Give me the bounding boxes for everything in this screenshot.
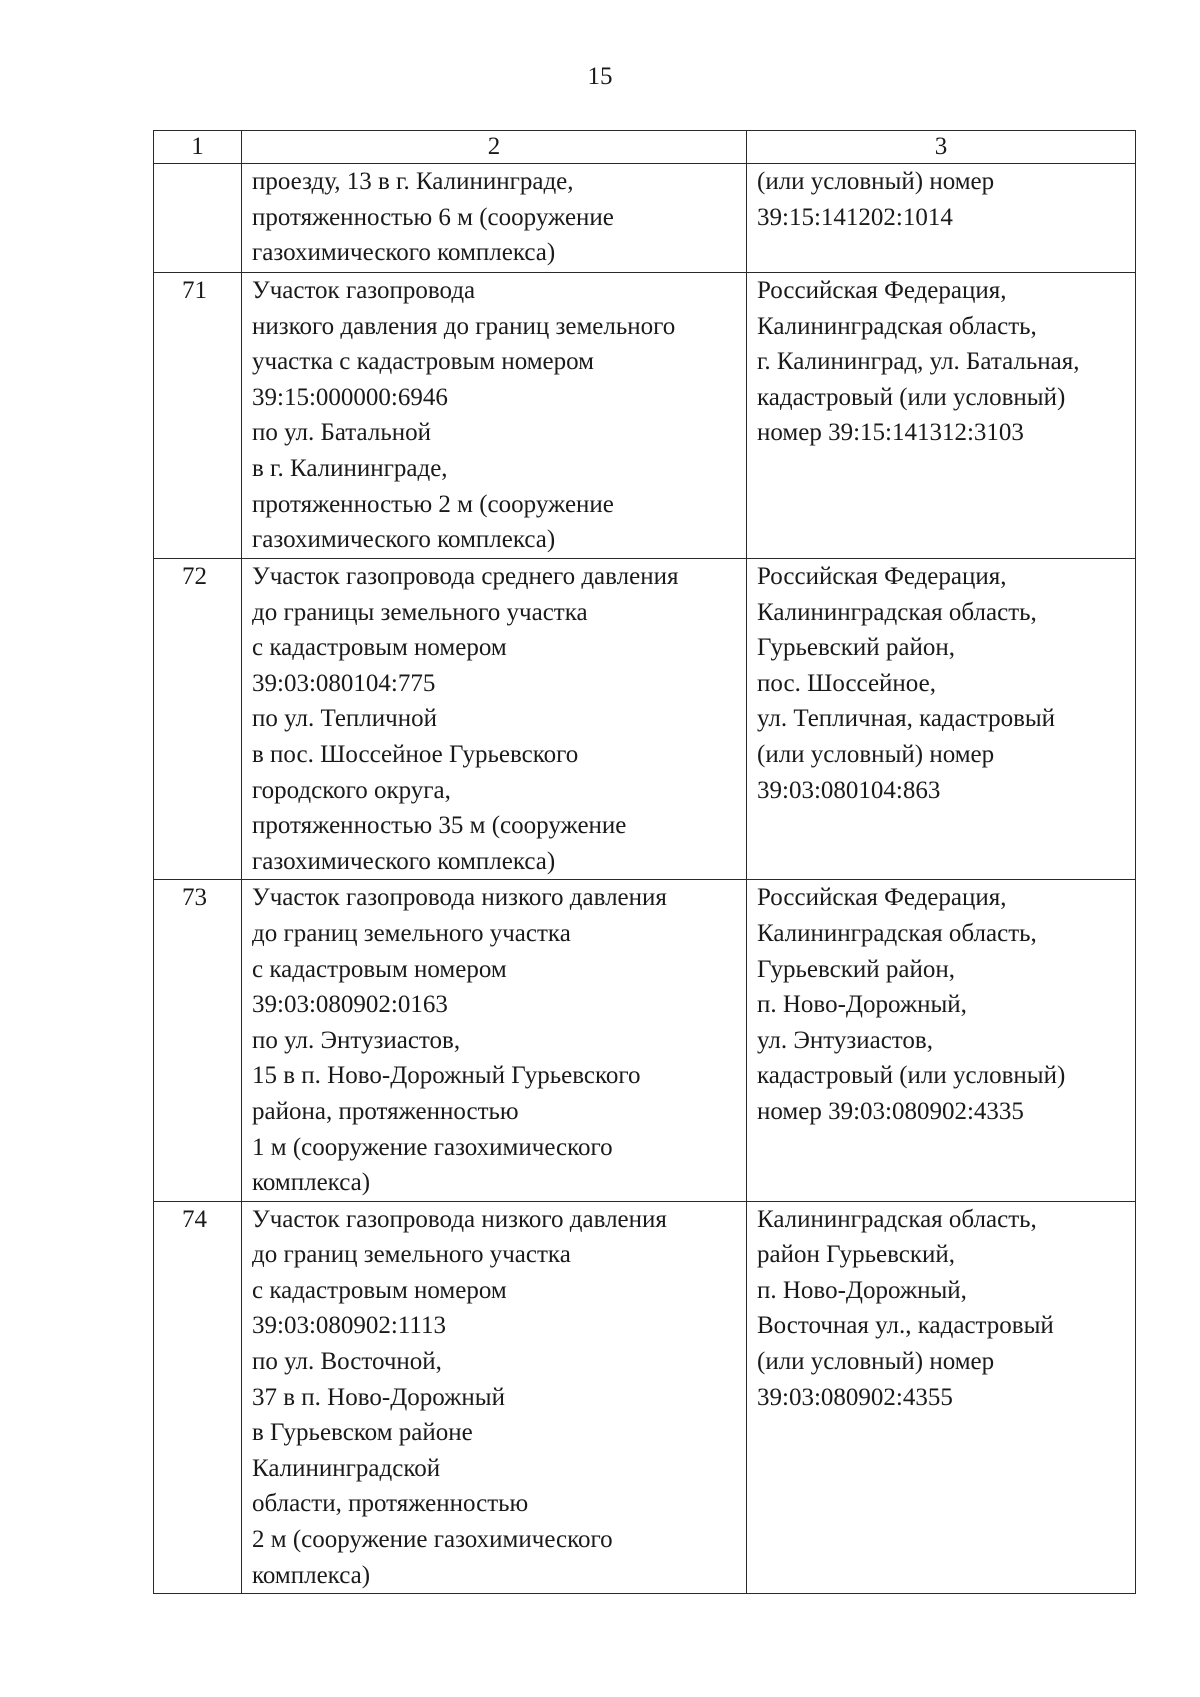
description-line: 37 в п. Ново-Дорожный: [252, 1383, 505, 1411]
object-description: [242, 273, 747, 559]
address-line: 39:03:080104:863: [757, 776, 941, 804]
description-line: Участок газопровода низкого давления: [252, 1205, 667, 1233]
description-line: участка с кадастровым номером: [252, 348, 594, 376]
table-row: [154, 164, 1136, 273]
column-header-3: 3: [747, 131, 1136, 164]
address-line: 39:15:141202:1014: [757, 203, 953, 231]
address-line: (или условный) номер: [757, 740, 995, 768]
object-address: [747, 164, 1136, 273]
object-description: [242, 880, 747, 1201]
description-line: по ул. Энтузиастов,: [252, 1026, 461, 1054]
description-line: в пос. Шоссейное Гурьевского: [252, 740, 579, 768]
description-line: протяженностью 35 м (сооружение: [252, 812, 627, 840]
object-address: [747, 880, 1136, 1201]
table-row: [154, 1201, 1136, 1594]
page-number: 15: [587, 63, 613, 90]
description-line: 1 м (сооружение газохимического: [252, 1133, 613, 1161]
address-line: Калининградская область,: [757, 1205, 1037, 1233]
description-line: с кадастровым номером: [252, 955, 507, 983]
description-line: 39:03:080104:775: [252, 669, 436, 697]
description-line: по ул. Тепличной: [252, 705, 437, 733]
address-line: ул. Тепличная, кадастровый: [757, 705, 1056, 733]
address-line: Гурьевский район,: [757, 955, 956, 983]
description-line: района, протяженностью: [252, 1097, 519, 1125]
address-line: 39:03:080902:4355: [757, 1383, 953, 1411]
description-line: до границ земельного участка: [252, 1241, 571, 1269]
registry-table: [153, 130, 1136, 1594]
description-line: проезду, 13 в г. Калининграде,: [252, 168, 574, 195]
description-line: Участок газопровода среднего давления: [252, 563, 679, 590]
description-line: в г. Калининграде,: [252, 454, 448, 482]
address-line: Калининградская область,: [757, 919, 1037, 947]
table-row: [154, 273, 1136, 559]
description-line: 15 в п. Ново-Дорожный Гурьевского: [252, 1062, 641, 1090]
description-line: 39:03:080902:1113: [252, 1312, 446, 1340]
address-line: район Гурьевский,: [757, 1241, 956, 1269]
row-number: [154, 164, 242, 273]
address-line: г. Калининград, ул. Батальная,: [757, 348, 1080, 376]
address-line: Калининградская область,: [757, 312, 1037, 340]
description-line: по ул. Батальной: [252, 419, 431, 447]
object-description: [242, 164, 747, 273]
address-line: пос. Шоссейное,: [757, 669, 936, 697]
description-line: газохимического комплекса): [252, 526, 556, 554]
address-line: кадастровый (или условный): [757, 1062, 1066, 1090]
address-line: Восточная ул., кадастровый: [757, 1312, 1054, 1340]
object-address: [747, 559, 1136, 880]
row-number: 74: [154, 1201, 242, 1594]
address-line: Российская Федерация,: [757, 563, 1007, 590]
address-line: Российская Федерация,: [757, 884, 1007, 912]
table-row: [154, 880, 1136, 1201]
description-line: 39:15:000000:6946: [252, 383, 448, 411]
address-line: Калининградская область,: [757, 598, 1037, 626]
row-number: 73: [154, 880, 242, 1201]
address-line: номер 39:15:141312:3103: [757, 419, 1024, 447]
description-line: 39:03:080902:0163: [252, 991, 448, 1019]
address-line: (или условный) номер: [757, 1348, 995, 1376]
description-line: городского округа,: [252, 776, 451, 804]
description-line: до границ земельного участка: [252, 919, 571, 947]
description-line: до границы земельного участка: [252, 598, 588, 626]
address-line: п. Ново-Дорожный,: [757, 1276, 967, 1304]
column-header-2: 2: [242, 131, 747, 164]
address-line: п. Ново-Дорожный,: [757, 991, 967, 1019]
description-line: 2 м (сооружение газохимического: [252, 1526, 613, 1554]
description-line: области, протяженностью: [252, 1490, 529, 1518]
address-line: номер 39:03:080902:4335: [757, 1097, 1024, 1125]
description-line: с кадастровым номером: [252, 634, 507, 662]
address-line: (или условный) номер: [757, 168, 995, 195]
description-line: газохимического комплекса): [252, 847, 556, 875]
row-number: 71: [154, 273, 242, 559]
description-line: Калининградской: [252, 1454, 441, 1482]
description-line: Участок газопровода: [252, 277, 476, 304]
description-line: с кадастровым номером: [252, 1276, 507, 1304]
description-line: комплекса): [252, 1561, 371, 1589]
table-header-row: [154, 131, 1136, 164]
address-line: кадастровый (или условный): [757, 383, 1066, 411]
description-line: газохимического комплекса): [252, 239, 556, 267]
object-address: [747, 1201, 1136, 1594]
address-line: ул. Энтузиастов,: [757, 1026, 933, 1054]
description-line: протяженностью 2 м (сооружение: [252, 490, 614, 518]
table-row: [154, 559, 1136, 880]
object-description: [242, 559, 747, 880]
description-line: по ул. Восточной,: [252, 1348, 442, 1376]
column-header-1: 1: [154, 131, 242, 164]
address-line: Российская Федерация,: [757, 277, 1007, 304]
description-line: Участок газопровода низкого давления: [252, 884, 667, 912]
row-number: 72: [154, 559, 242, 880]
description-line: низкого давления до границ земельного: [252, 312, 676, 340]
description-line: в Гурьевском районе: [252, 1419, 473, 1447]
description-line: комплекса): [252, 1169, 371, 1197]
object-address: [747, 273, 1136, 559]
object-description: [242, 1201, 747, 1594]
description-line: протяженностью 6 м (сооружение: [252, 203, 614, 231]
address-line: Гурьевский район,: [757, 634, 956, 662]
